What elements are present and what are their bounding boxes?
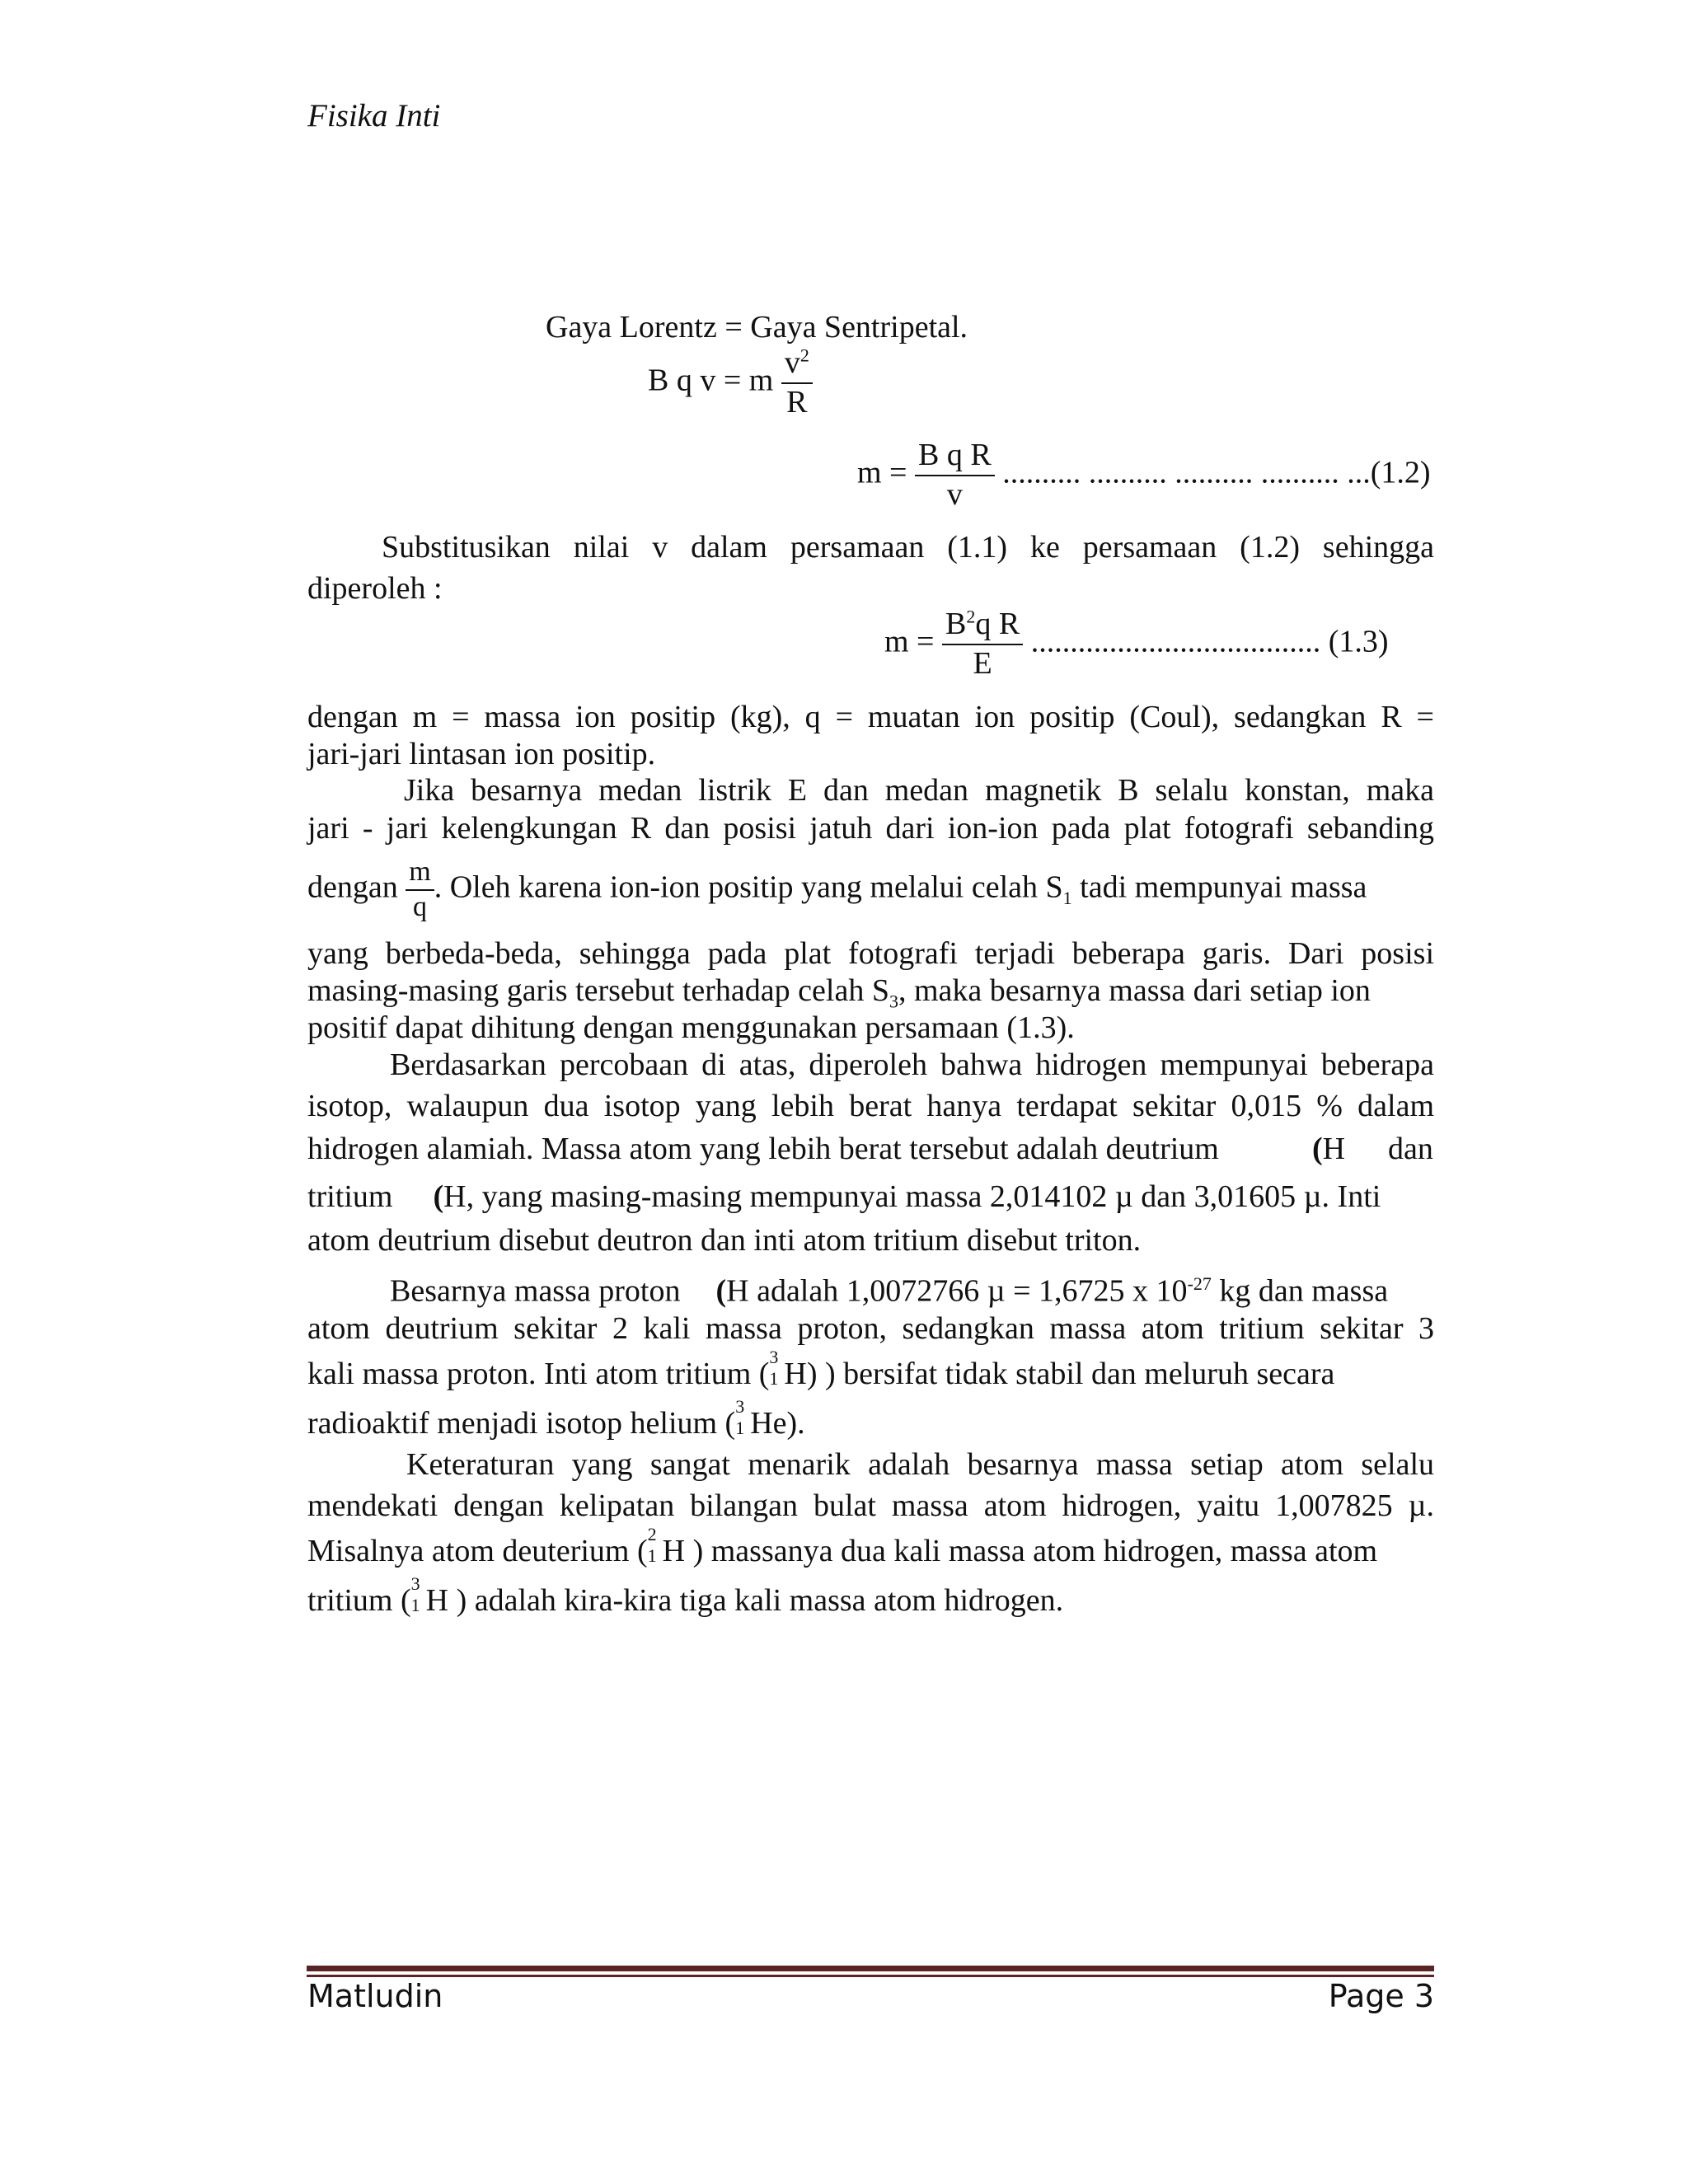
paragraph-line: dengan m = massa ion positip (kg), q = muatan ion positip (Coul), sedangkan R = — [307, 700, 1434, 734]
paragraph-line: Substitusikan nilai v dalam persamaan (1.1) ke persamaan (1.2) sehingga — [382, 530, 1434, 565]
paragraph-line-end: dan — [1388, 1132, 1433, 1166]
paragraph-line: positif dapat dihitung dengan menggunakan persamaan (1.3). — [307, 1010, 1075, 1045]
paragraph-line: diperoleh : — [307, 571, 443, 606]
footer-author: Matludin — [307, 1978, 443, 2014]
eq2-label: .......... .......... .......... .......... ...(1.2) — [1002, 455, 1431, 490]
eq1-lhs: B q v = m — [648, 363, 774, 398]
paragraph-line: mendekati dengan kelipatan bilangan bulat massa atom hidrogen, yaitu 1,007825 µ. — [307, 1488, 1434, 1523]
equation-1-3 — [884, 606, 1389, 682]
eq3-numerator: $B^2q$ R — [945, 606, 1020, 641]
footer-rule-thin — [307, 1975, 1434, 1977]
paragraph-line: atom deutrium disebut deutron dan inti atom tritium disebut triton. — [307, 1223, 1142, 1258]
equation-1-2 — [857, 437, 1431, 513]
eq2-denominator: v — [915, 475, 995, 514]
paragraph-line: tritium ( 3 1 H ) adalah kira-kira tiga kali massa atom hidrogen. — [307, 1578, 1063, 1624]
paragraph-line: Misalnya atom deuterium ( 2 1 H ) massanya dua kali massa atom hidrogen, massa atom — [307, 1529, 1377, 1574]
tritium-nuclide: 3 1 H) — [769, 1347, 818, 1391]
page-header-title: Fisika Inti — [307, 98, 441, 134]
deuterium-symbol: (H — [1312, 1132, 1346, 1166]
eq1-denominator: R — [781, 382, 813, 422]
tritium-nuclide-2: 3 1 H — [410, 1573, 449, 1618]
eq3-lhs: m = — [884, 624, 935, 659]
tritium-symbol: (H — [433, 1179, 467, 1214]
eq1-numerator: $v^2$ — [784, 344, 809, 380]
paragraph-line: hidrogen alamiah. Massa atom yang lebih berat tersebut adalah deutrium — [307, 1132, 1219, 1166]
paragraph-line: jari - jari kelengkungan R dan posisi jatuh dari ion-ion pada plat fotografi sebanding — [307, 811, 1434, 846]
paragraph-line: yang berbeda-beda, sehingga pada plat fotografi terjadi beberapa garis. Dari posisi — [307, 936, 1434, 971]
eq3-label: ..................................... (1.3) — [1030, 624, 1389, 659]
paragraph-line: isotop, walaupun dua isotop yang lebih berat hanya terdapat sekitar 0,015 % dalam — [307, 1089, 1434, 1123]
paragraph-line: Keteraturan yang sangat menarik adalah besarnya massa setiap atom selalu — [406, 1447, 1434, 1482]
paragraph-line: Besarnya massa proton (H adalah 1,0072766 µ = 1,6725 x $10^{-27}$ kg dan massa — [390, 1273, 1389, 1309]
footer-rule — [307, 1966, 1434, 1971]
paragraph-line: kali massa proton. Inti atom tritium ( 3 1 H) ) bersifat tidak stabil dan meluruh secara — [307, 1352, 1334, 1397]
deuterium-nuclide: 2 1 H — [647, 1524, 686, 1568]
paragraph-line: atom deutrium sekitar 2 kali massa proton, sedangkan massa atom tritium sekitar 3 — [307, 1311, 1434, 1346]
eq2-lhs: m = — [857, 455, 907, 490]
paragraph-line: tritium (H, yang masing-masing mempunyai massa 2,014102 µ dan 3,01605 µ. Inti — [307, 1179, 1381, 1214]
equation-lorentz — [648, 344, 813, 421]
equation-heading: Gaya Lorentz = Gaya Sentripetal. — [546, 310, 968, 344]
proton-symbol: (H — [715, 1273, 749, 1309]
footer-page-number: Page 3 — [1328, 1978, 1434, 2014]
eq1-fraction — [781, 344, 813, 421]
eq3-denominator: E — [942, 644, 1023, 683]
paragraph-line: Jika besarnya medan listrik E dan medan magnetik B selalu konstan, maka — [404, 773, 1434, 808]
helium-nuclide: 3 1 He — [735, 1396, 787, 1441]
paragraph-line: Berdasarkan percobaan di atas, diperoleh bahwa hidrogen mempunyai beberapa — [390, 1047, 1434, 1082]
m-over-q-fraction: $\frac{m}{q}$ — [406, 855, 434, 925]
eq3-fraction — [942, 606, 1023, 682]
eq2-numerator: B q R — [918, 438, 992, 472]
paragraph-line: radioaktif menjadi isotop helium ( 3 1 He). — [307, 1401, 805, 1446]
paragraph-line: jari-jari lintasan ion positip. — [307, 737, 656, 771]
paragraph-line-fraction: dengan $\frac{m}{q}$ . Oleh karena ion-ion positip yang melalui celah $S_1$ tadi mempunyai massa — [307, 855, 1367, 925]
eq2-fraction — [915, 437, 995, 513]
paragraph-line: masing-masing garis tersebut terhadap celah $S_3$, maka besarnya massa dari setiap ion — [307, 973, 1371, 1012]
